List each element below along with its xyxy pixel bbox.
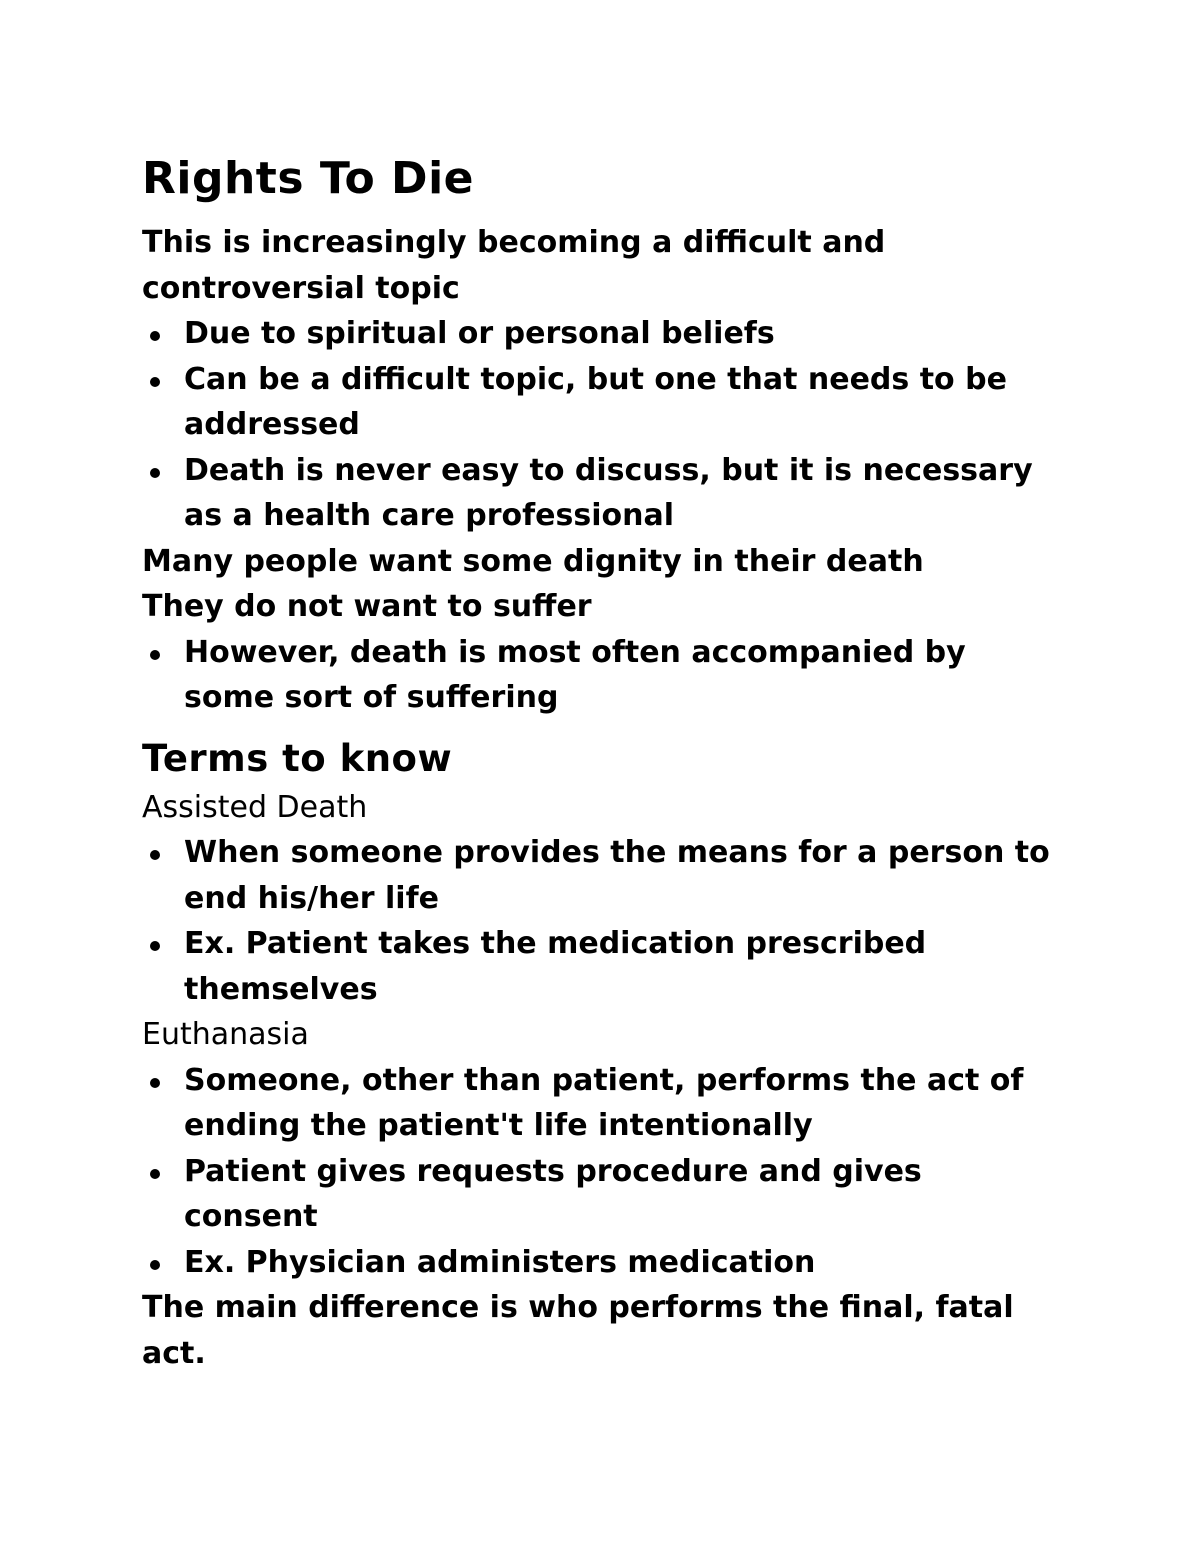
list-item-text: Ex. Physician administers medication bbox=[184, 1244, 816, 1280]
list-item bbox=[142, 921, 1062, 1012]
bullet-icon bbox=[150, 650, 160, 660]
bullet-icon bbox=[150, 377, 160, 387]
bullet-icon bbox=[150, 941, 160, 951]
terms-heading: Terms to know bbox=[142, 736, 453, 780]
bullet-icon bbox=[150, 1078, 160, 1088]
conclusion-paragraph: The main difference is who performs the final, fatal act. bbox=[142, 1290, 1014, 1371]
list-item-text: Death is never easy to discuss, but it is necessary as a health care professional bbox=[184, 452, 1033, 533]
intro-bullet-list bbox=[142, 311, 1062, 539]
list-item bbox=[142, 1149, 1062, 1240]
list-item-text: Ex. Patient takes the medication prescribed themselves bbox=[184, 926, 927, 1007]
list-item-text: When someone provides the means for a person to end his/her life bbox=[184, 835, 1050, 916]
intro-paragraph: This is increasingly becoming a difficult and controversial topic bbox=[142, 225, 886, 306]
page-title: Rights To Die bbox=[142, 153, 474, 204]
notes-page bbox=[142, 150, 1062, 1376]
term-euthanasia: Euthanasia bbox=[142, 1017, 309, 1052]
list-item-text: Due to spiritual or personal beliefs bbox=[184, 316, 775, 351]
assisted-bullet-list bbox=[142, 830, 1062, 1012]
list-item bbox=[142, 357, 1062, 448]
list-item bbox=[142, 311, 1062, 357]
bullet-icon bbox=[150, 850, 160, 860]
list-item bbox=[142, 448, 1062, 539]
list-item bbox=[142, 830, 1062, 921]
list-item bbox=[142, 630, 1062, 721]
term-assisted-death: Assisted Death bbox=[142, 789, 368, 825]
suffer-line: They do not want to suffer bbox=[142, 589, 592, 624]
list-item bbox=[142, 1240, 1062, 1286]
dignity-bullet-list bbox=[142, 630, 1062, 721]
list-item-text: Patient gives requests procedure and gives consent bbox=[184, 1153, 922, 1234]
dignity-line: Many people want some dignity in their death bbox=[142, 543, 924, 579]
list-item-text: Someone, other than patient, performs the act of ending the patient't life intentionally bbox=[184, 1062, 1024, 1143]
list-item-text: Can be a difficult topic, but one that needs to be addressed bbox=[184, 361, 1007, 442]
bullet-icon bbox=[150, 1169, 160, 1179]
bullet-icon bbox=[150, 331, 160, 341]
bullet-icon bbox=[150, 1260, 160, 1270]
list-item bbox=[142, 1058, 1062, 1149]
bullet-icon bbox=[150, 468, 160, 478]
euthanasia-bullet-list bbox=[142, 1058, 1062, 1286]
list-item-text: However, death is most often accompanied by some sort of suffering bbox=[184, 634, 966, 715]
